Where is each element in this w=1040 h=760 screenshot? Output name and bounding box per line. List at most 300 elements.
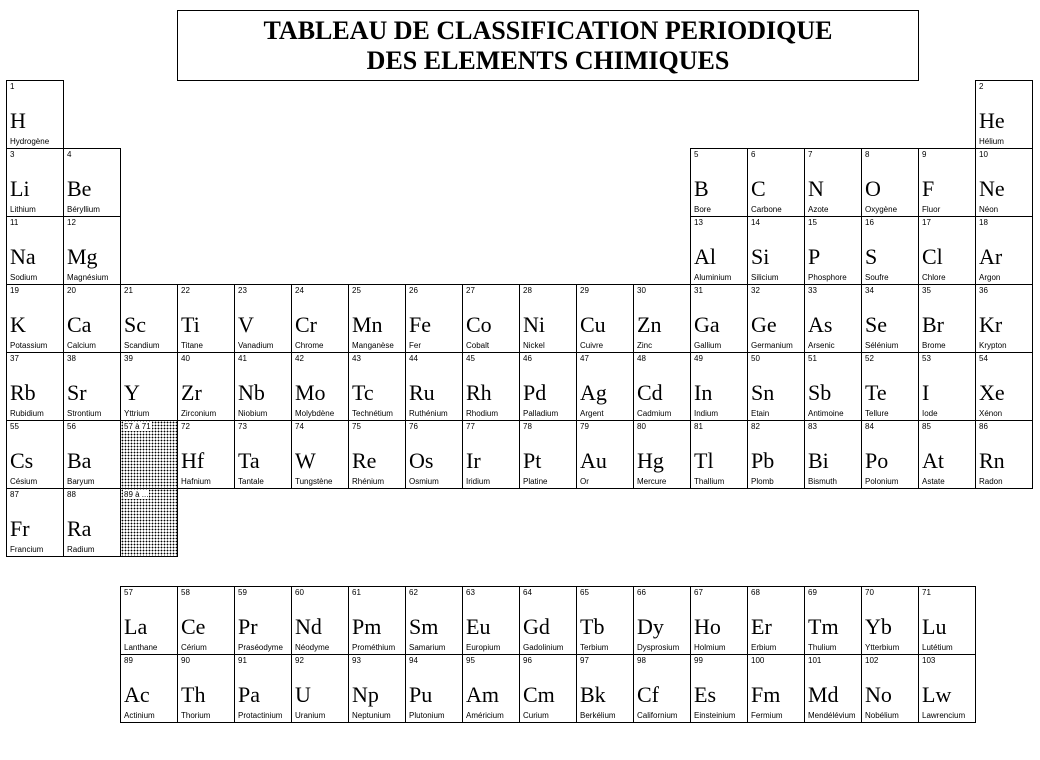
- atomic-number: 90: [181, 656, 190, 665]
- element-symbol: Ce: [181, 614, 206, 639]
- atomic-number: 58: [181, 588, 190, 597]
- element-symbol: Cs: [10, 448, 34, 473]
- element-symbol: In: [694, 380, 713, 405]
- element-cell-dy: [633, 586, 691, 655]
- atomic-number: 50: [751, 354, 760, 363]
- atomic-number: 93: [352, 656, 361, 665]
- element-cell-os: [405, 420, 463, 489]
- element-name: Krypton: [979, 341, 1007, 350]
- element-cell-rb: [6, 352, 64, 421]
- element-symbol: Re: [352, 448, 377, 473]
- element-cell-sb: [804, 352, 862, 421]
- element-symbol: B: [694, 176, 709, 201]
- element-name: Vanadium: [238, 341, 274, 350]
- atomic-number: 54: [979, 354, 988, 363]
- atomic-number: 19: [10, 286, 19, 295]
- element-cell-ta: [234, 420, 292, 489]
- element-symbol: V: [238, 312, 254, 337]
- element-symbol: Sr: [67, 380, 87, 405]
- element-name: Phosphore: [808, 273, 847, 282]
- element-cell-xe: [975, 352, 1033, 421]
- element-name: Hélium: [979, 137, 1004, 146]
- element-cell-ru: [405, 352, 463, 421]
- element-symbol: Ra: [67, 516, 92, 541]
- element-symbol: Cr: [295, 312, 317, 337]
- periodic-table-main: [6, 80, 1032, 556]
- element-cell-ba: [63, 420, 121, 489]
- element-name: Nobélium: [865, 711, 899, 720]
- element-name: Neptunium: [352, 711, 391, 720]
- element-symbol: C: [751, 176, 766, 201]
- element-cell-nb: [234, 352, 292, 421]
- element-name: Fluor: [922, 205, 941, 214]
- atomic-number: 49: [694, 354, 703, 363]
- element-cell-sr: [63, 352, 121, 421]
- atomic-number: 97: [580, 656, 589, 665]
- element-name: Mendélévium: [808, 711, 856, 720]
- element-symbol: Bk: [580, 682, 606, 707]
- atomic-number: 8: [865, 150, 870, 159]
- element-name: Tellure: [865, 409, 889, 418]
- atomic-number: 71: [922, 588, 931, 597]
- element-name: Magnésium: [67, 273, 109, 282]
- element-name: Protactinium: [238, 711, 283, 720]
- lanthanide-actinide-table: [120, 586, 975, 722]
- element-cell-f: [918, 148, 976, 217]
- element-cell-in: [690, 352, 748, 421]
- atomic-number: 74: [295, 422, 304, 431]
- atomic-number: 10: [979, 150, 988, 159]
- element-name: Palladium: [523, 409, 559, 418]
- atomic-number: 91: [238, 656, 247, 665]
- element-cell-mo: [291, 352, 349, 421]
- element-name: Azote: [808, 205, 829, 214]
- element-cell-tl: [690, 420, 748, 489]
- element-symbol: Kr: [979, 312, 1003, 337]
- element-cell-br: [918, 284, 976, 353]
- element-cell-fm: [747, 654, 805, 723]
- element-name: Chlore: [922, 273, 946, 282]
- element-name: Californium: [637, 711, 678, 720]
- element-cell-al: [690, 216, 748, 285]
- element-cell-cf: [633, 654, 691, 723]
- element-symbol: Ta: [238, 448, 260, 473]
- atomic-number: 1: [10, 82, 15, 91]
- element-name: Néodyme: [295, 643, 330, 652]
- atomic-number: 60: [295, 588, 304, 597]
- atomic-number: 47: [580, 354, 589, 363]
- atomic-number: 98: [637, 656, 646, 665]
- element-name: Fer: [409, 341, 421, 350]
- element-name: Cérium: [181, 643, 207, 652]
- element-name: Hydrogène: [10, 137, 50, 146]
- element-symbol: Hf: [181, 448, 205, 473]
- element-name: Uranium: [295, 711, 326, 720]
- atomic-number: 23: [238, 286, 247, 295]
- element-name: Technétium: [352, 409, 393, 418]
- atomic-number: 82: [751, 422, 760, 431]
- element-name: Gallium: [694, 341, 722, 350]
- element-cell-cm: [519, 654, 577, 723]
- element-cell-es: [690, 654, 748, 723]
- atomic-number: 78: [523, 422, 532, 431]
- element-cell-ir: [462, 420, 520, 489]
- element-name: Silicium: [751, 273, 779, 282]
- element-name: Iridium: [466, 477, 491, 486]
- element-cell-kr: [975, 284, 1033, 353]
- element-symbol: Sc: [124, 312, 146, 337]
- element-symbol: Zr: [181, 380, 202, 405]
- element-cell-re: [348, 420, 406, 489]
- element-name: Xénon: [979, 409, 1003, 418]
- element-cell-ho: [690, 586, 748, 655]
- element-cell-cr: [291, 284, 349, 353]
- element-cell-pu: [405, 654, 463, 723]
- element-name: Hafnium: [181, 477, 211, 486]
- element-name: Radon: [979, 477, 1003, 486]
- atomic-number: 75: [352, 422, 361, 431]
- element-name: Actinium: [124, 711, 155, 720]
- atomic-number: 36: [979, 286, 988, 295]
- element-name: Rubidium: [10, 409, 44, 418]
- atomic-number: 86: [979, 422, 988, 431]
- atomic-number: 33: [808, 286, 817, 295]
- element-cell-hg: [633, 420, 691, 489]
- atomic-number: 83: [808, 422, 817, 431]
- element-symbol: Rh: [466, 380, 492, 405]
- element-symbol: Sm: [409, 614, 439, 639]
- element-cell-se: [861, 284, 919, 353]
- atomic-number: 73: [238, 422, 247, 431]
- atomic-number: 44: [409, 354, 418, 363]
- element-cell-tm: [804, 586, 862, 655]
- element-name: Nickel: [523, 341, 545, 350]
- element-symbol: Bi: [808, 448, 829, 473]
- element-name: Strontium: [67, 409, 102, 418]
- element-cell-la: [120, 586, 178, 655]
- element-symbol: I: [922, 380, 930, 405]
- atomic-number: 102: [865, 656, 879, 665]
- element-name: Platine: [523, 477, 548, 486]
- atomic-number: 61: [352, 588, 361, 597]
- element-cell-pt: [519, 420, 577, 489]
- element-name: Rhodium: [466, 409, 499, 418]
- element-symbol: Nd: [295, 614, 322, 639]
- element-cell-cs: [6, 420, 64, 489]
- element-symbol: K: [10, 312, 26, 337]
- element-name: Zirconium: [181, 409, 217, 418]
- element-name: Polonium: [865, 477, 899, 486]
- element-cell-th: [177, 654, 235, 723]
- element-cell-bi: [804, 420, 862, 489]
- element-name: Osmium: [409, 477, 439, 486]
- element-symbol: Mo: [295, 380, 326, 405]
- atomic-number: 69: [808, 588, 817, 597]
- element-cell-lw: [918, 654, 976, 723]
- element-symbol: Gd: [523, 614, 550, 639]
- element-symbol: Ag: [580, 380, 607, 405]
- atomic-number: 59: [238, 588, 247, 597]
- atomic-number: 22: [181, 286, 190, 295]
- element-name: Calcium: [67, 341, 96, 350]
- element-symbol: Li: [10, 176, 30, 201]
- atomic-number: 70: [865, 588, 874, 597]
- element-cell-i: [918, 352, 976, 421]
- element-name: Holmium: [694, 643, 726, 652]
- element-symbol: Se: [865, 312, 887, 337]
- atomic-number: 88: [67, 490, 76, 499]
- element-symbol: Ba: [67, 448, 92, 473]
- atomic-number: 46: [523, 354, 532, 363]
- element-symbol: Fr: [10, 516, 30, 541]
- element-symbol: P: [808, 244, 821, 269]
- element-cell-sm: [405, 586, 463, 655]
- element-symbol: Pa: [238, 682, 260, 707]
- atomic-number: 66: [637, 588, 646, 597]
- atomic-number: 27: [466, 286, 475, 295]
- element-cell-am: [462, 654, 520, 723]
- atomic-number: 57: [124, 588, 133, 597]
- element-symbol: Au: [580, 448, 607, 473]
- element-symbol: Hg: [637, 448, 664, 473]
- element-cell-u: [291, 654, 349, 723]
- element-cell-md: [804, 654, 862, 723]
- element-cell-c: [747, 148, 805, 217]
- element-symbol: W: [295, 448, 316, 473]
- element-name: Bore: [694, 205, 711, 214]
- element-symbol: Th: [181, 682, 206, 707]
- element-name: Dysprosium: [637, 643, 680, 652]
- atomic-number: 14: [751, 218, 760, 227]
- element-name: Oxygène: [865, 205, 898, 214]
- element-name: Argent: [580, 409, 604, 418]
- element-symbol: U: [295, 682, 311, 707]
- element-name: Lanthane: [124, 643, 158, 652]
- atomic-number: 5: [694, 150, 699, 159]
- element-symbol: Pt: [523, 448, 542, 473]
- element-cell-pr: [234, 586, 292, 655]
- element-cell-er: [747, 586, 805, 655]
- element-symbol: Sn: [751, 380, 775, 405]
- element-cell-rh: [462, 352, 520, 421]
- element-cell-mg: [63, 216, 121, 285]
- atomic-number: 40: [181, 354, 190, 363]
- element-symbol: Pb: [751, 448, 775, 473]
- element-cell-ne: [975, 148, 1033, 217]
- atomic-number: 65: [580, 588, 589, 597]
- element-cell-sn: [747, 352, 805, 421]
- element-name: Scandium: [124, 341, 160, 350]
- element-symbol: Ac: [124, 682, 150, 707]
- element-name: Plomb: [751, 477, 774, 486]
- element-symbol: Cl: [922, 244, 943, 269]
- element-symbol: Pu: [409, 682, 433, 707]
- element-cell-pd: [519, 352, 577, 421]
- atomic-number: 76: [409, 422, 418, 431]
- element-name: Cuivre: [580, 341, 604, 350]
- atomic-number: 11: [10, 218, 19, 227]
- atomic-number: 18: [979, 218, 988, 227]
- element-name: Mercure: [637, 477, 667, 486]
- element-name: Erbium: [751, 643, 777, 652]
- atomic-number: 52: [865, 354, 874, 363]
- page-title: [177, 10, 919, 81]
- atomic-number: 38: [67, 354, 76, 363]
- element-cell-si: [747, 216, 805, 285]
- element-cell-zn: [633, 284, 691, 353]
- element-name: Prométhium: [352, 643, 396, 652]
- element-symbol: Te: [865, 380, 887, 405]
- atomic-number: 13: [694, 218, 703, 227]
- element-cell-pa: [234, 654, 292, 723]
- element-name: Lawrencium: [922, 711, 966, 720]
- atomic-number: 9: [922, 150, 927, 159]
- element-name: Sélénium: [865, 341, 899, 350]
- element-symbol: Xe: [979, 380, 1005, 405]
- element-symbol: Al: [694, 244, 716, 269]
- atomic-number: 30: [637, 286, 646, 295]
- element-symbol: Ru: [409, 380, 435, 405]
- element-name: Néon: [979, 205, 999, 214]
- element-symbol: Po: [865, 448, 889, 473]
- element-symbol: O: [865, 176, 881, 201]
- atomic-number: 96: [523, 656, 532, 665]
- element-symbol: Cf: [637, 682, 659, 707]
- atomic-number: 39: [124, 354, 133, 363]
- element-name: Aluminium: [694, 273, 732, 282]
- element-symbol: N: [808, 176, 824, 201]
- element-symbol: Rn: [979, 448, 1005, 473]
- atomic-number: 37: [10, 354, 19, 363]
- element-cell-cl: [918, 216, 976, 285]
- element-symbol: Tb: [580, 614, 605, 639]
- element-symbol: Ho: [694, 614, 721, 639]
- element-cell-au: [576, 420, 634, 489]
- element-cell-be: [63, 148, 121, 217]
- element-symbol: No: [865, 682, 892, 707]
- element-name: Rhénium: [352, 477, 385, 486]
- atomic-number: 20: [67, 286, 76, 295]
- atomic-number: 45: [466, 354, 475, 363]
- element-symbol: As: [808, 312, 833, 337]
- element-symbol: Er: [751, 614, 772, 639]
- atomic-number: 92: [295, 656, 304, 665]
- element-name: Carbone: [751, 205, 782, 214]
- atomic-number: 29: [580, 286, 589, 295]
- element-name: Gadolinium: [523, 643, 564, 652]
- element-cell-pm: [348, 586, 406, 655]
- element-name: Sodium: [10, 273, 38, 282]
- element-name: Ytterbium: [865, 643, 900, 652]
- element-symbol: Tm: [808, 614, 839, 639]
- atomic-number: 103: [922, 656, 936, 665]
- element-symbol: Am: [466, 682, 499, 707]
- element-cell-h: [6, 80, 64, 149]
- atomic-number: 16: [865, 218, 874, 227]
- element-name: Cadmium: [637, 409, 672, 418]
- element-name: Plutonium: [409, 711, 445, 720]
- element-symbol: Rb: [10, 380, 36, 405]
- atomic-number: 99: [694, 656, 703, 665]
- element-name: Arsenic: [808, 341, 835, 350]
- atomic-number: 28: [523, 286, 532, 295]
- atomic-number: 94: [409, 656, 418, 665]
- element-symbol: At: [922, 448, 944, 473]
- element-symbol: Br: [922, 312, 944, 337]
- series-placeholder-cell: [120, 488, 178, 557]
- element-symbol: Si: [751, 244, 770, 269]
- element-cell-b: [690, 148, 748, 217]
- element-symbol: Ti: [181, 312, 200, 337]
- element-name: Or: [580, 477, 589, 486]
- atomic-number: 26: [409, 286, 418, 295]
- element-cell-pb: [747, 420, 805, 489]
- element-symbol: He: [979, 108, 1005, 133]
- element-symbol: Pd: [523, 380, 547, 405]
- element-name: Astate: [922, 477, 945, 486]
- element-symbol: Cm: [523, 682, 555, 707]
- element-cell-po: [861, 420, 919, 489]
- element-cell-bk: [576, 654, 634, 723]
- element-name: Soufre: [865, 273, 889, 282]
- element-cell-no: [861, 654, 919, 723]
- atomic-number: 56: [67, 422, 76, 431]
- element-symbol: Mn: [352, 312, 383, 337]
- element-name: Antimoine: [808, 409, 844, 418]
- element-cell-p: [804, 216, 862, 285]
- element-name: Europium: [466, 643, 501, 652]
- element-name: Césium: [10, 477, 38, 486]
- element-cell-ag: [576, 352, 634, 421]
- atomic-number: 72: [181, 422, 190, 431]
- element-symbol: Lu: [922, 614, 947, 639]
- atomic-number: 67: [694, 588, 703, 597]
- element-symbol: Cu: [580, 312, 606, 337]
- element-cell-s: [861, 216, 919, 285]
- atomic-number: 3: [10, 150, 15, 159]
- element-cell-na: [6, 216, 64, 285]
- element-cell-gd: [519, 586, 577, 655]
- element-name: Fermium: [751, 711, 783, 720]
- element-cell-y: [120, 352, 178, 421]
- element-symbol: Na: [10, 244, 36, 269]
- element-symbol: Nb: [238, 380, 265, 405]
- element-cell-ca: [63, 284, 121, 353]
- element-name: Baryum: [67, 477, 95, 486]
- atomic-number: 87: [10, 490, 19, 499]
- element-name: Curium: [523, 711, 549, 720]
- atomic-number: 53: [922, 354, 931, 363]
- element-symbol: Np: [352, 682, 379, 707]
- element-symbol: Ga: [694, 312, 720, 337]
- element-cell-nd: [291, 586, 349, 655]
- atomic-number: 64: [523, 588, 532, 597]
- element-cell-o: [861, 148, 919, 217]
- element-cell-tc: [348, 352, 406, 421]
- element-name: Terbium: [580, 643, 609, 652]
- element-cell-tb: [576, 586, 634, 655]
- element-name: Lutétium: [922, 643, 953, 652]
- element-cell-ti: [177, 284, 235, 353]
- element-cell-zr: [177, 352, 235, 421]
- element-name: Niobium: [238, 409, 268, 418]
- element-name: Chrome: [295, 341, 324, 350]
- atomic-number: 89 à ...: [124, 490, 149, 499]
- element-cell-at: [918, 420, 976, 489]
- element-symbol: Ge: [751, 312, 777, 337]
- atomic-number: 31: [694, 286, 703, 295]
- element-name: Zinc: [637, 341, 653, 350]
